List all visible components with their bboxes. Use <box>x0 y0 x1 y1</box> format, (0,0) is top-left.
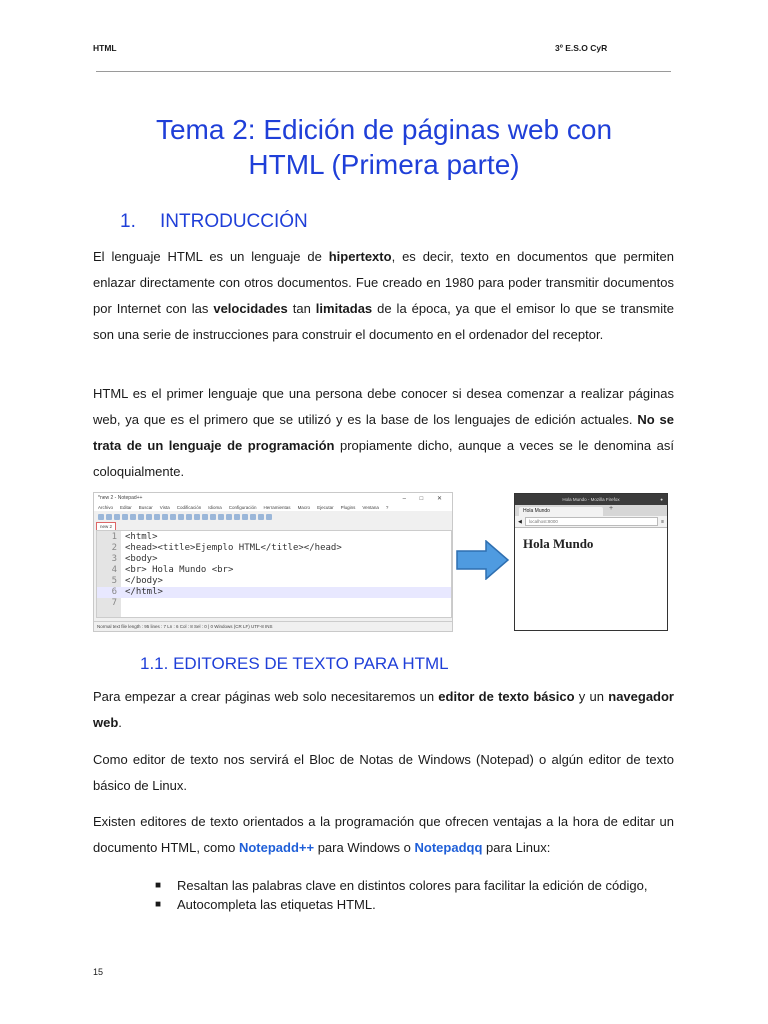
menu-item: Idioma <box>208 504 222 510</box>
menu-item: Codificación <box>176 504 202 510</box>
section-number: 1. <box>120 211 136 232</box>
right-arrow-icon <box>456 540 510 580</box>
code-line <box>97 532 451 543</box>
text: propiamente dicho, aunque a veces se le denomina así coloquialmente. <box>93 438 674 479</box>
text: Para empezar a crear páginas web solo necesitaremos un <box>93 689 439 704</box>
close-icon: ● <box>660 497 663 502</box>
title-line-1: Tema 2: Edición de páginas web con <box>155 114 613 145</box>
list-item-text: Autocompleta las etiquetas HTML. <box>177 897 376 912</box>
header-right: 3º E.S.O CyR <box>555 43 608 53</box>
text: El lenguaje HTML es un lenguaje de <box>93 249 329 264</box>
toolbar-icon <box>146 514 152 520</box>
toolbar-icon <box>98 514 104 520</box>
bold-not-programming: No se trata de un lenguaje de programación <box>93 412 674 453</box>
paragraph-html-first <box>93 381 674 485</box>
browser-titlebar <box>515 494 667 505</box>
browser-title: Hola Mundo - Mozilla Firefox <box>562 497 620 502</box>
notepad-screenshot <box>93 492 453 632</box>
text: para Windows o <box>314 840 415 855</box>
code-line <box>97 543 451 554</box>
bold-velocidades: velocidades <box>213 301 288 316</box>
text: y un <box>574 689 609 704</box>
notepad-tab: new 2 <box>96 522 116 531</box>
paragraph-editors <box>93 684 674 736</box>
window-controls: – □ ✕ <box>402 495 448 502</box>
menu-item: Configuración <box>228 504 257 510</box>
toolbar-icon <box>234 514 240 520</box>
code-line <box>97 576 451 587</box>
menu-item: Ejecutar <box>317 504 334 510</box>
line-number: 6 <box>111 587 117 597</box>
back-icon: ◀ <box>518 518 522 525</box>
toolbar-icon <box>258 514 264 520</box>
title-line-2: HTML (Primera parte) <box>248 149 520 180</box>
text: de la época, ya que el emisor lo que se transmite son una serie de instrucciones para construir el documento en el ordenador del receptor. <box>93 301 674 342</box>
paragraph-programming-editors <box>93 809 674 861</box>
toolbar-icon <box>250 514 256 520</box>
text: HTML es el primer lenguaje que una persona debe conocer si desea comenzar a realizar páginas web, ya que es el primero que se utilizó y es la base de los lenguajes de edición actuales. <box>93 386 674 427</box>
menu-item: Macro <box>297 504 311 510</box>
bullet-square-icon: ■ <box>155 880 162 891</box>
menu-item: Archivo <box>98 504 114 510</box>
menu-item: ? <box>385 504 389 510</box>
notepadpp-link[interactable]: Notepadd++ <box>238 840 315 855</box>
notepad-statusbar: Normal text file length : 95 lines : 7 Ln : 6 Col : 8 Sel : 0 | 0 Windows (CR LF) UTF-8 INS <box>94 621 453 631</box>
menu-item: Vista <box>159 504 170 510</box>
list-item <box>155 877 655 894</box>
new-tab-icon: + <box>609 505 614 512</box>
feature-list <box>155 877 655 915</box>
text: tan <box>287 301 316 316</box>
toolbar-icon <box>154 514 160 520</box>
code-line <box>97 598 451 609</box>
url-field: localhost:8000 <box>525 517 658 526</box>
browser-urlbar <box>515 516 667 528</box>
toolbar-icon <box>106 514 112 520</box>
page-title <box>94 112 674 182</box>
section-heading-1-1: 1.1. EDITORES DE TEXTO PARA HTML <box>140 654 449 673</box>
notepad-menu <box>94 503 452 511</box>
toolbar-icon <box>178 514 184 520</box>
list-item <box>155 896 655 913</box>
menu-icon: ≡ <box>661 518 664 525</box>
code-text: <br> Hola Mundo <br> <box>125 565 234 575</box>
bold-hipertexto: hipertexto <box>328 249 392 264</box>
line-number: 1 <box>111 532 117 542</box>
toolbar-icon <box>162 514 168 520</box>
code-line <box>97 554 451 565</box>
line-number: 2 <box>111 543 117 553</box>
browser-tab: Hola Mundo <box>519 507 603 516</box>
notepad-editor <box>96 530 452 618</box>
page-number: 15 <box>93 967 104 977</box>
toolbar-icon <box>186 514 192 520</box>
code-text: </body> <box>125 576 163 586</box>
code-line-current <box>97 587 451 598</box>
toolbar-icon <box>266 514 272 520</box>
code-text: </html> <box>125 587 163 597</box>
code-text: <head><title>Ejemplo HTML</title></head> <box>125 543 342 553</box>
notepad-toolbar <box>94 511 452 522</box>
toolbar-icon <box>226 514 232 520</box>
line-number: 4 <box>111 565 117 575</box>
browser-tabs <box>515 505 667 516</box>
header-rule <box>96 71 671 72</box>
toolbar-icon <box>138 514 144 520</box>
notepad-title: *new 2 - Notepad++ <box>98 495 143 501</box>
bold-limitadas: limitadas <box>315 301 373 316</box>
text: Existen editores de texto orientados a la programación que ofrecen ventajas a la hora de editar un documento HTML, como <box>93 814 674 855</box>
browser-content: Hola Mundo <box>523 536 594 551</box>
toolbar-icon <box>202 514 208 520</box>
toolbar-icon <box>210 514 216 520</box>
list-item-text: Resaltan las palabras clave en distintos colores para facilitar la edición de código, <box>177 878 648 893</box>
header-left: HTML <box>93 43 117 53</box>
code-text: <body> <box>125 554 158 564</box>
menu-item: Plugins <box>340 504 356 510</box>
text: , es decir, texto en documentos que permiten enlazar directamente con otros documentos. Fue creado en 1980 para poder transmitir documentos por Internet con las <box>93 249 674 316</box>
paragraph-notepad: Como editor de texto nos servirá el Bloc de Notas de Windows (Notepad) o algún editor de texto básico de Linux. <box>93 752 674 793</box>
notepad-tab-bar <box>94 522 452 530</box>
toolbar-icon <box>218 514 224 520</box>
line-number: 3 <box>111 554 117 564</box>
toolbar-icon <box>122 514 128 520</box>
bold-navegador: navegador web <box>93 689 674 730</box>
menu-item: Buscar <box>138 504 153 510</box>
line-number: 7 <box>111 598 117 608</box>
code-text: <html> <box>125 532 158 542</box>
bold-editor: editor de texto básico <box>438 689 575 704</box>
text: para Linux: <box>482 840 551 855</box>
menu-item: Ventana <box>362 504 379 510</box>
browser-screenshot <box>514 493 668 631</box>
menu-item: Editar <box>120 504 132 510</box>
text: . <box>118 715 122 730</box>
toolbar-icon <box>242 514 248 520</box>
toolbar-icon <box>130 514 136 520</box>
line-number: 5 <box>111 576 117 586</box>
bullet-square-icon: ■ <box>155 899 162 910</box>
code-line <box>97 565 451 576</box>
notepad-titlebar <box>94 493 452 503</box>
toolbar-icon <box>194 514 200 520</box>
paragraph-intro <box>93 244 674 348</box>
section-label: INTRODUCCIÓN <box>160 211 308 232</box>
menu-item: Herramientas <box>263 504 291 510</box>
toolbar-icon <box>114 514 120 520</box>
notepadqq-link[interactable]: Notepadqq <box>414 840 483 855</box>
toolbar-icon <box>170 514 176 520</box>
section-heading-1 <box>120 211 308 233</box>
